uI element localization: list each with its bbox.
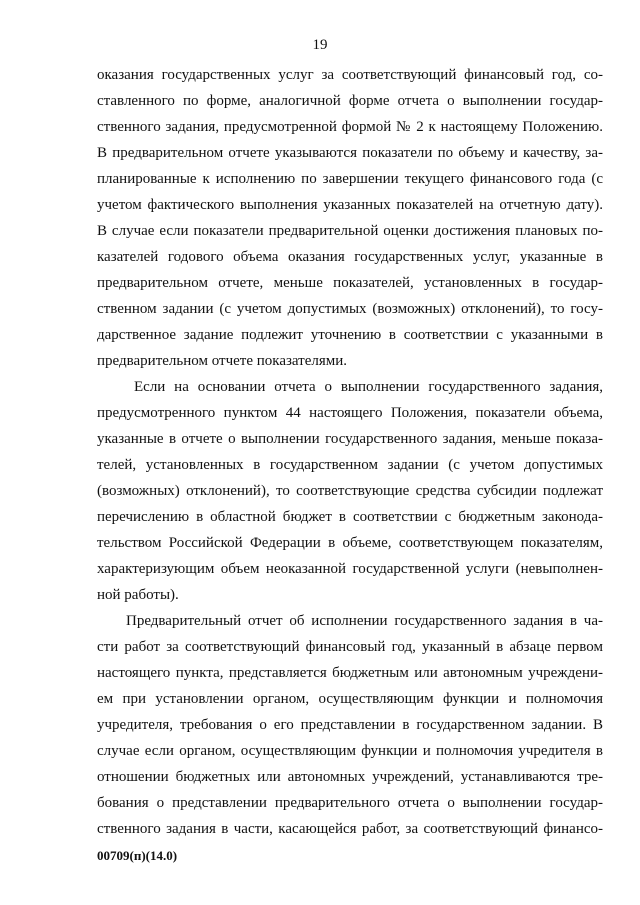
text-line: характеризующим объем неоказанной государственной услуги (невыполнен- [97,561,603,577]
text-line: телей, установленных в государственном задании (с учетом допустимых [97,457,603,473]
text-line: тельством Российской Федерации в объеме, соответствующем показателям, [97,535,603,551]
text-line: учредителя, требования о его представлении в государственном задании. В [97,717,603,733]
text-line: отношении бюджетных или автономных учреждений, устанавливаются тре- [97,769,603,785]
paragraph-2 [97,374,603,608]
document-body [97,62,603,842]
text-line: дарственное задание подлежит уточнению в соответствии с указанными в [97,327,603,343]
paragraph-1 [97,62,603,374]
text-line: настоящего пункта, представляется бюджетным или автономным учреждени- [97,665,603,681]
text-line: В случае если показатели предварительной оценки достижения плановых по- [97,223,603,239]
text-line: предусмотренного пунктом 44 настоящего Положения, показатели объема, [97,405,603,421]
text-line: бования о представлении предварительного отчета о выполнении государ- [97,795,603,811]
text-line: планированные к исполнению по завершении текущего финансового года (с [97,171,603,187]
text-line: оказания государственных услуг за соответствующий финансовый год, со- [97,67,603,83]
text-line: сти работ за соответствующий финансовый год, указанный в абзаце первом [97,639,603,655]
text-line: указанные в отчете о выполнении государственного задания, меньше показа- [97,431,603,447]
text-line: (возможных) отклонений), то соответствующие средства субсидии подлежат [97,483,603,499]
text-line: ной работы). [97,587,179,603]
text-line: ем при установлении органом, осуществляющим функции и полномочия [97,691,603,707]
text-line: предварительном отчете, меньше показателей, установленных в государ- [97,275,603,291]
text-line: предварительном отчете показателями. [97,353,348,369]
text-line: В предварительном отчете указываются показатели по объему и качеству, за- [97,145,603,161]
text-line: ственном задании (с учетом допустимых (возможных) отклонений), то госу- [97,301,603,317]
text-line: случае если органом, осуществляющим функции и полномочия учредителя в [97,743,603,759]
text-line: казателей годового объема оказания государственных услуг, указанные в [97,249,603,265]
text-line: Предварительный отчет об исполнении государственного задания в ча- [126,613,603,629]
text-line: перечислению в областной бюджет в соответствии с бюджетным законода- [97,509,603,525]
paragraph-3 [97,608,603,842]
document-code: 00709(п)(14.0) [97,848,178,863]
text-line: Если на основании отчета о выполнении государственного задания, [134,379,603,395]
text-line: ственного задания в части, касающейся работ, за соответствующий финансо- [97,821,603,837]
text-line: ставленного по форме, аналогичной форме отчета о выполнении государ- [97,93,603,109]
text-line: ственного задания, предусмотренной формой № 2 к настоящему Положению. [97,119,603,135]
text-line: учетом фактического выполнения указанных показателей на отчетную дату). [97,197,603,213]
page-number: 19 [312,37,328,53]
